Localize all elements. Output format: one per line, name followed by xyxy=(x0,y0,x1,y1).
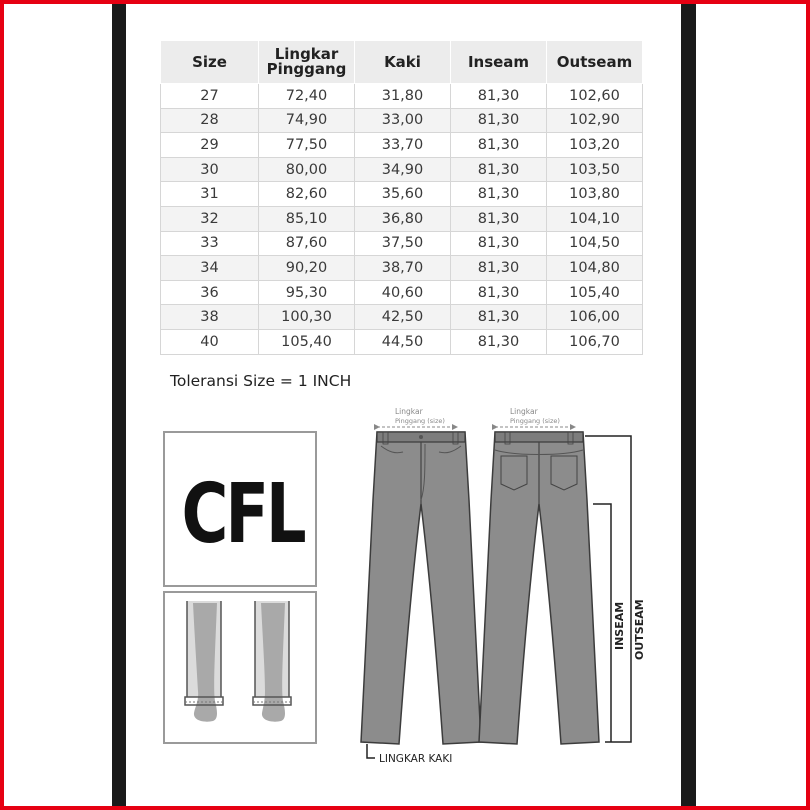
front-waist-label-line1: Lingkar xyxy=(395,407,423,416)
cell-waist: 85,10 xyxy=(259,206,355,231)
cell-leg: 33,70 xyxy=(355,133,451,158)
cell-inseam: 81,30 xyxy=(451,305,547,330)
cell-leg: 35,60 xyxy=(355,182,451,207)
cell-outseam: 105,40 xyxy=(547,280,643,305)
cell-outseam: 102,60 xyxy=(547,84,643,109)
cell-outseam: 104,80 xyxy=(547,256,643,281)
outseam-label: OUTSEAM xyxy=(633,599,646,660)
cell-leg: 36,80 xyxy=(355,206,451,231)
cell-outseam: 103,50 xyxy=(547,157,643,182)
cell-waist: 77,50 xyxy=(259,133,355,158)
header-inseam: Inseam xyxy=(451,41,547,84)
table-row xyxy=(161,256,643,281)
cell-size: 27 xyxy=(161,84,259,109)
cell-outseam: 102,90 xyxy=(547,108,643,133)
cell-size: 36 xyxy=(161,280,259,305)
front-jeans-icon xyxy=(361,432,481,744)
cell-leg: 31,80 xyxy=(355,84,451,109)
front-waist-label-line2: Pinggang (size) xyxy=(395,417,445,425)
cell-size: 30 xyxy=(161,157,259,182)
header-waist xyxy=(259,41,355,84)
table-row xyxy=(161,231,643,256)
cell-size: 31 xyxy=(161,182,259,207)
cell-size: 34 xyxy=(161,256,259,281)
size-table xyxy=(160,40,643,355)
cell-waist: 87,60 xyxy=(259,231,355,256)
cell-waist: 105,40 xyxy=(259,329,355,354)
table-row xyxy=(161,280,643,305)
table-row xyxy=(161,329,643,354)
brand-logo: CFL xyxy=(181,467,304,562)
brand-logo-box xyxy=(163,431,317,587)
cell-leg: 44,50 xyxy=(355,329,451,354)
cell-inseam: 81,30 xyxy=(451,280,547,305)
cell-outseam: 106,00 xyxy=(547,305,643,330)
leg-opening-line xyxy=(367,744,375,758)
tolerance-note: Toleransi Size = 1 INCH xyxy=(170,372,352,390)
header-size: Size xyxy=(161,41,259,84)
legs-fit-icon xyxy=(165,593,315,742)
cell-waist: 80,00 xyxy=(259,157,355,182)
cell-inseam: 81,30 xyxy=(451,133,547,158)
table-body xyxy=(161,84,643,355)
jeans-measurement-diagram xyxy=(355,400,655,780)
cell-leg: 33,00 xyxy=(355,108,451,133)
cell-outseam: 104,10 xyxy=(547,206,643,231)
back-waist-label-line1: Lingkar xyxy=(510,407,538,416)
table-row xyxy=(161,182,643,207)
cell-waist: 74,90 xyxy=(259,108,355,133)
cell-outseam: 103,80 xyxy=(547,182,643,207)
leg-opening-label: LINGKAR KAKI xyxy=(379,753,453,765)
cell-size: 28 xyxy=(161,108,259,133)
cell-leg: 34,90 xyxy=(355,157,451,182)
fit-illustration-box xyxy=(163,591,317,744)
cell-waist: 90,20 xyxy=(259,256,355,281)
table-row xyxy=(161,108,643,133)
header-outseam: Outseam xyxy=(547,41,643,84)
cell-size: 33 xyxy=(161,231,259,256)
cell-leg: 42,50 xyxy=(355,305,451,330)
cell-inseam: 81,30 xyxy=(451,157,547,182)
cell-leg: 38,70 xyxy=(355,256,451,281)
cell-waist: 72,40 xyxy=(259,84,355,109)
table-row xyxy=(161,84,643,109)
cell-inseam: 81,30 xyxy=(451,329,547,354)
table-row xyxy=(161,133,643,158)
cell-inseam: 81,30 xyxy=(451,182,547,207)
cell-inseam: 81,30 xyxy=(451,231,547,256)
cell-outseam: 103,20 xyxy=(547,133,643,158)
back-waist-label-line2: Pinggang (size) xyxy=(510,417,560,425)
left-dark-bar xyxy=(112,0,126,810)
cell-outseam: 104,50 xyxy=(547,231,643,256)
cell-size: 32 xyxy=(161,206,259,231)
header-waist-line1: Lingkar xyxy=(274,45,339,63)
inseam-label: INSEAM xyxy=(613,601,626,650)
table-row xyxy=(161,157,643,182)
cell-size: 38 xyxy=(161,305,259,330)
cell-inseam: 81,30 xyxy=(451,206,547,231)
header-waist-line2: Pinggang xyxy=(266,60,347,78)
table-row xyxy=(161,305,643,330)
cell-size: 40 xyxy=(161,329,259,354)
header-leg: Kaki xyxy=(355,41,451,84)
cell-inseam: 81,30 xyxy=(451,256,547,281)
table-header-row xyxy=(161,41,643,84)
cell-leg: 37,50 xyxy=(355,231,451,256)
cell-waist: 95,30 xyxy=(259,280,355,305)
cell-inseam: 81,30 xyxy=(451,84,547,109)
cell-outseam: 106,70 xyxy=(547,329,643,354)
table-row xyxy=(161,206,643,231)
cell-inseam: 81,30 xyxy=(451,108,547,133)
back-jeans-icon xyxy=(479,432,599,744)
cell-waist: 82,60 xyxy=(259,182,355,207)
right-dark-bar xyxy=(681,0,696,810)
cell-leg: 40,60 xyxy=(355,280,451,305)
cell-size: 29 xyxy=(161,133,259,158)
cell-waist: 100,30 xyxy=(259,305,355,330)
